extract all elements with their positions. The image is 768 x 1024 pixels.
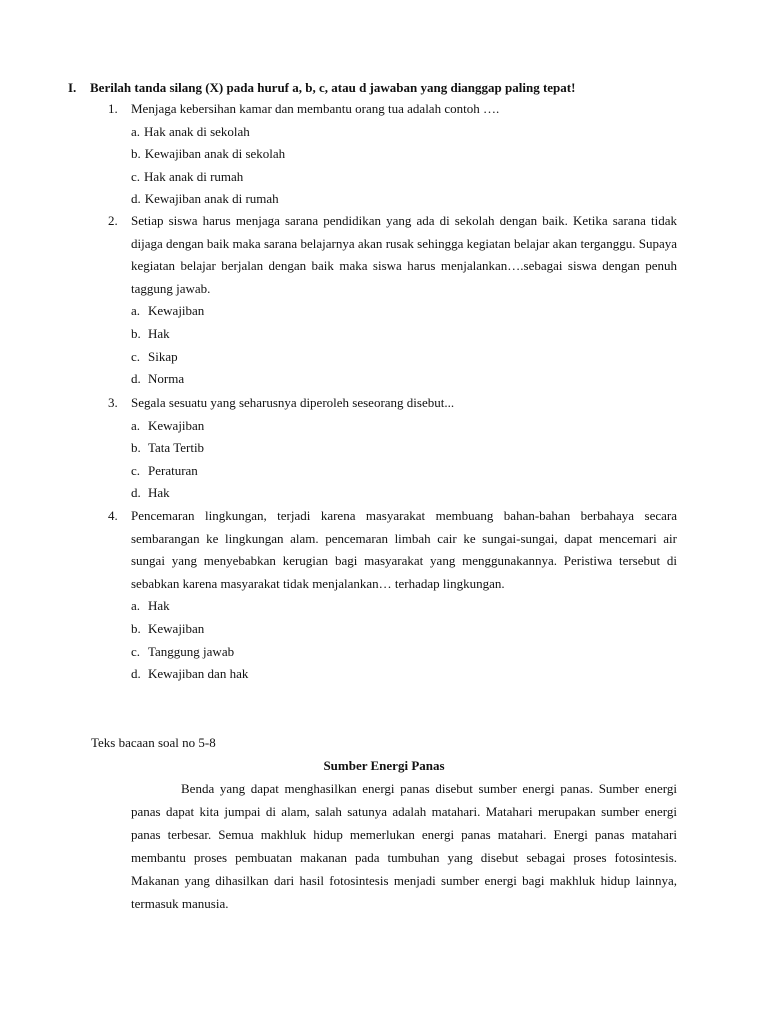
options-list <box>131 415 677 505</box>
options-list <box>131 121 677 211</box>
option-letter: b. <box>131 440 141 456</box>
option-letter: a. <box>131 123 141 139</box>
option-text: Peraturan <box>148 462 198 478</box>
option-letter: d. <box>131 666 141 682</box>
section-instruction <box>68 79 708 97</box>
option-text: Kewajiban anak di sekolah <box>144 146 286 162</box>
section-number: I. <box>68 80 77 95</box>
option-a <box>131 121 677 144</box>
option-letter: a. <box>131 598 141 614</box>
option-letter: a. <box>131 417 141 433</box>
question-2 <box>108 210 677 391</box>
option-text: Kewajiban <box>148 303 205 319</box>
option-letter: d. <box>131 371 141 387</box>
option-a <box>131 300 677 323</box>
option-d <box>131 482 677 505</box>
option-text: Norma <box>148 371 185 387</box>
option-letter: c. <box>131 643 141 659</box>
option-text: Hak <box>148 598 170 614</box>
question-number: 4. <box>108 508 118 523</box>
option-b <box>131 143 677 166</box>
option-text: Kewajiban anak di rumah <box>144 191 279 207</box>
question-4 <box>108 505 677 686</box>
option-d <box>131 188 677 211</box>
question-text: Setiap siswa harus menjaga sarana pendidikan yang ada di sekolah dengan baik. Ketika sarana tidak dijaga dengan baik maka sarana belajarnya akan rusak sehingga kegiatan belajar akan terganggu. Supaya kegiatan belajar berjalan dengan baik maka siswa harus menjalankan….sebagai siswa dengan penuh taggung jawab. <box>131 213 677 296</box>
option-b <box>131 618 677 641</box>
passage-title: Sumber Energi Panas <box>323 758 445 773</box>
question-text: Menjaga kebersihan kamar dan membantu orang tua adalah contoh …. <box>131 101 500 116</box>
question-number: 2. <box>108 213 118 228</box>
option-c <box>131 346 677 369</box>
option-c <box>131 166 677 189</box>
option-d <box>131 368 677 391</box>
option-letter: c. <box>131 348 141 364</box>
option-b <box>131 323 677 346</box>
option-c <box>131 641 677 664</box>
option-a <box>131 415 677 438</box>
option-text: Sikap <box>148 348 178 364</box>
passage-paragraph: Benda yang dapat menghasilkan energi panas disebut sumber energi panas. Sumber energi panas dapat kita jumpai di alam, salah satunya adalah matahari. Matahari merupakan sumber energi panas terbesar. Semua makhluk hidup memerlukan energi panas matahari. Energi panas matahari membantu proses pembuatan makanan pada tumbuhan yang disebut sebagai proses fotosintesis. Makanan yang dihasilkan dari hasil fotosintesis menjadi sumber energi bagi makhluk hidup lainnya, termasuk manusia. <box>131 781 677 911</box>
option-letter: d. <box>131 485 141 501</box>
option-letter: b. <box>131 620 141 636</box>
question-text: Segala sesuatu yang seharusnya diperoleh seseorang disebut... <box>131 395 455 410</box>
options-list <box>131 300 677 390</box>
option-text: Kewajiban <box>148 417 205 433</box>
question-3 <box>108 392 677 505</box>
option-letter: c. <box>131 462 141 478</box>
option-letter: d. <box>131 191 141 207</box>
reading-label: Teks bacaan soal no 5-8 <box>91 735 216 750</box>
option-text: Hak <box>148 485 170 501</box>
question-text: Pencemaran lingkungan, terjadi karena masyarakat membuang bahan-bahan berbahaya secara sembarangan ke lingkungan alam. pencemaran limbah cair ke sungai-sungai, dapat mencemari air sungai yang menyebabkan kerugian bagi masyarakat yang menggunakannya. Peristiwa tersebut di sebabkan karena masyarakat tidak menjalankan… terhadap lingkungan. <box>131 508 677 591</box>
option-text: Kewajiban <box>148 620 205 636</box>
question-1 <box>108 98 677 211</box>
option-text: Kewajiban dan hak <box>148 666 249 682</box>
option-b <box>131 437 677 460</box>
question-number: 3. <box>108 395 118 410</box>
option-a <box>131 595 677 618</box>
question-number: 1. <box>108 101 118 116</box>
option-letter: c. <box>131 168 141 184</box>
option-text: Hak anak di sekolah <box>144 123 250 139</box>
option-text: Hak anak di rumah <box>144 168 244 184</box>
option-letter: a. <box>131 303 141 319</box>
option-d <box>131 663 677 686</box>
instruction-text: Berilah tanda silang (X) pada huruf a, b, c, atau d jawaban yang dianggap paling tepat! <box>90 80 576 95</box>
option-text: Hak <box>148 325 170 341</box>
option-c <box>131 460 677 483</box>
option-text: Tata Tertib <box>148 440 205 456</box>
option-letter: b. <box>131 146 141 162</box>
option-letter: b. <box>131 325 141 341</box>
option-text: Tanggung jawab <box>148 643 235 659</box>
options-list <box>131 595 677 685</box>
